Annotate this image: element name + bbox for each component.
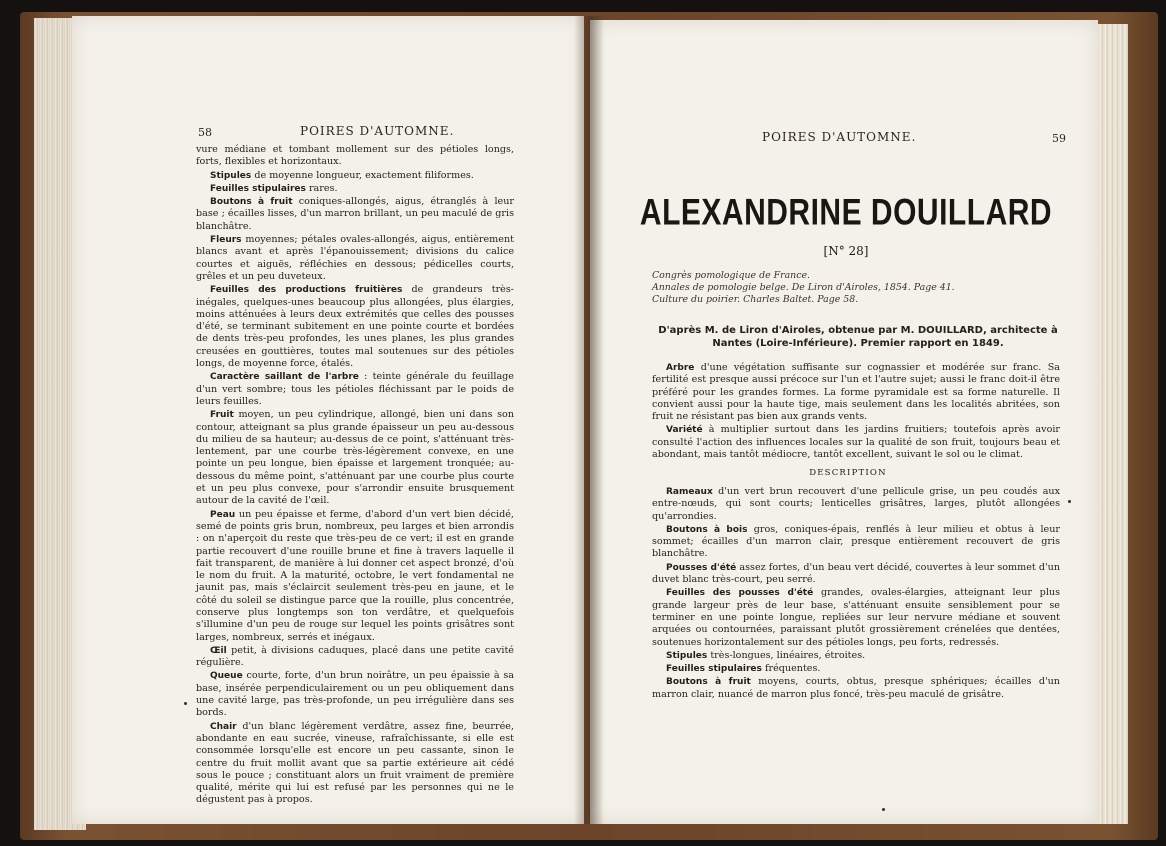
paragraph-keyword: Caractère saillant de l'arbre	[210, 372, 359, 383]
left-running-head: POIRES D'AUTOMNE.	[300, 124, 455, 138]
paragraph	[196, 645, 514, 670]
paragraph	[196, 234, 514, 283]
paragraph-text: : teinte générale du feuillage d'un vert sombre; tous les pétioles fléchissant par le poids de leurs feuilles.	[196, 371, 514, 407]
right-running-head: POIRES D'AUTOMNE.	[762, 130, 917, 144]
paragraph-text: petit, à divisions caduques, placé dans une petite cavité régulière.	[196, 644, 514, 669]
paragraph-text: vure médiane et tombant mollement sur des pétioles longs, forts, flexibles et horizontaux.	[196, 144, 514, 168]
paragraph	[652, 362, 1060, 423]
paragraph	[196, 409, 514, 507]
paragraph-keyword: Arbre	[666, 363, 695, 373]
paragraph-keyword: Peau	[210, 509, 236, 520]
paragraph	[196, 670, 514, 719]
book-gutter	[574, 16, 604, 824]
right-page-general-text	[652, 362, 1060, 462]
reference-line: Congrès pomologique de France.	[652, 270, 810, 281]
reference-line: Culture du poirier. Charles Baltet. Page 58.	[652, 294, 859, 305]
page-speck	[184, 702, 187, 705]
paragraph	[196, 371, 514, 408]
origin-statement: D'après M. de Liron d'Airoles, obtenue par M. DOUILLARD, architecte à Nantes (Loire-Inférieure). Premier rapport en 1849.	[658, 325, 1058, 349]
paragraph	[652, 424, 1060, 461]
paragraph	[652, 486, 1060, 523]
paragraph-text: très-longues, linéaires, étroites.	[710, 649, 866, 661]
paragraph-keyword: Stipules	[210, 170, 252, 181]
paragraph	[652, 663, 1060, 675]
paragraph-keyword: Boutons à bois	[666, 524, 748, 535]
paragraph	[196, 144, 514, 169]
paragraph-keyword: Boutons à fruit	[666, 677, 751, 688]
paragraph-text: rares.	[308, 182, 338, 194]
paragraph	[652, 587, 1060, 648]
paragraph-text: assez fortes, d'un beau vert décidé, couvertes à leur sommet d'un duvet blanc très-court, peu serré.	[652, 561, 1060, 586]
paragraph-text: moyens, courts, obtus, presque sphériques; écailles d'un marron clair, nuancé de marron plus foncé, très-peu maculé de grisâtre.	[652, 676, 1060, 700]
references-block	[652, 270, 1052, 306]
paragraph-text: à multiplier surtout dans les jardins fruitiers; toutefois après avoir consulté l'action des influences locales sur la qualité de son fruit, toujours beau et abondant, mais tantôt médiocre, tantôt excellent, suivant le sol ou le climat.	[652, 424, 1060, 461]
paragraph-text: d'un blanc légèrement verdâtre, assez fine, beurrée, abondante en eau sucrée, vineuse, rafraîchissante, si elle est consommée lorsqu'elle est encore un peu cassante, sinon le centre du fruit mollit avant que sa partie extérieure ait cédé sous le pouce ; constituant alors un fruit vraiment de première qualité, mérite qui lui est refusé par les personnes qui ne le dégustent pas à propos.	[196, 720, 514, 806]
page-speck	[1068, 500, 1071, 503]
paragraph-keyword: Feuilles stipulaires	[210, 183, 306, 194]
page-speck	[882, 808, 885, 811]
paragraph-keyword: Feuilles stipulaires	[666, 664, 762, 675]
paragraph	[652, 562, 1060, 587]
paragraph-text: un peu épaisse et ferme, d'abord d'un vert bien décidé, semé de points gris brun, nombreux, peu larges et bien arrondis : on n'aperçoit du reste que très-peu de ce vert; il est en grande partie recouvert d'une rouille brune et fine à travers laquelle il fait transparent, de manière à lui donner cet aspect bronzé, d'où le nom du fruit. A la maturité, octobre, le vert fondamental ne jaunit pas, mais s'éclaircit seulement très-peu en jaune, et le côté du soleil se distingue parce que la rouille, plus concentrée, conserve plus longtemps son ton verdâtre, et quelquefois s'illumine d'un peu de rouge sur lequel les points grisâtres sont larges, nombreux, serrés et inégaux.	[196, 508, 514, 643]
paragraph	[196, 284, 514, 370]
paragraph-keyword: Boutons à fruit	[210, 197, 293, 208]
right-page-description-text	[652, 486, 1060, 702]
paragraph-text: de grandeurs très-inégales, quelques-unes beaucoup plus allongées, plus élargies, moins atténuées à leurs deux extrémités que celles des pousses d'été, se terminant subitement en une pointe courte et bordées de dents très-peu profondes, les unes planes, les plus grandes creusées en gouttières, toutes mal soutenues sur des pétioles longs, de moyenne force, étalés.	[196, 284, 515, 370]
paragraph	[196, 721, 514, 807]
right-page-edges	[1094, 24, 1128, 824]
section-heading-description: DESCRIPTION	[809, 468, 887, 478]
paragraph-text: moyennes; pétales ovales-allongés, aigus, entièrement blancs avant et après l'épanouissement; divisions du calice courtes et aiguës, réfléchies en dessous; pédicelles courts, grêles et un peu duveteux.	[196, 234, 514, 282]
paragraph-text: fréquentes.	[764, 663, 821, 675]
paragraph-text: de moyenne longueur, exactement filiformes.	[254, 169, 474, 181]
reference-line: Annales de pomologie belge. De Liron d'Airoles, 1854. Page 41.	[652, 282, 955, 293]
paragraph	[196, 170, 514, 182]
paragraph-text: gros, coniques-épais, renflés à leur milieu et obtus à leur sommet; écailles d'un marron clair, presque entièrement recouvert de gris blanchâtre.	[652, 523, 1061, 560]
paragraph-text: grandes, ovales-élargies, atteignant leur plus grande largeur près de leur base, s'atténuant ensuite sensiblement pour se terminer en une pointe longue, repliées sur leur nervure médiane et souvent arquées ou contournées, paraissant plutôt grossièrement crénelées que dentées, soutenues horizontalement sur des pétioles longs, peu forts, redressés.	[652, 587, 1060, 648]
paragraph-keyword: Chair	[210, 721, 237, 732]
left-page-body	[196, 144, 514, 808]
paragraph-text: d'une végétation suffisante sur cognassier et modérée sur franc. Sa fertilité est presque aussi précoce sur l'un et l'autre sujet; aussi le franc doit-il être préféré pour les grandes formes. La forme pyramidale est sa forme naturelle. Il convient aussi pour la haute tige, mais seulement dans les localités abritées, son fruit ne résistant pas bien aux grands vents.	[652, 362, 1060, 423]
paragraph-keyword: Œil	[210, 645, 227, 656]
paragraph-keyword: Feuilles des productions fruitières	[210, 285, 403, 296]
paragraph	[196, 183, 514, 195]
paragraph-text: coniques-allongés, aigus, étranglés à leur base ; écailles lisses, d'un marron brillant, un peu maculé de gris blanchâtre.	[196, 196, 514, 232]
paragraph-text: d'un vert brun recouvert d'une pellicule grise, un peu coudés aux entre-nœuds, qui sont courts; lenticelles grisâtres, larges, plutôt allongées qu'arrondies.	[652, 486, 1060, 522]
paragraph	[652, 650, 1060, 662]
paragraph-text: courte, forte, d'un brun noirâtre, un peu épaissie à sa base, insérée perpendiculairement ou un peu obliquement dans une cavité large, pas très-profonde, un peu irrégulière dans ses bords.	[196, 670, 514, 719]
paragraph-keyword: Queue	[210, 671, 243, 682]
right-page-number: 59	[1052, 132, 1066, 145]
variety-number: [N° 28]	[823, 244, 869, 258]
paragraph-keyword: Feuilles des pousses d'été	[666, 588, 814, 599]
paragraph-keyword: Stipules	[666, 650, 708, 661]
paragraph	[652, 676, 1060, 701]
paragraph	[196, 509, 514, 644]
paragraph-keyword: Rameaux	[666, 487, 713, 497]
paragraph	[652, 524, 1060, 561]
paragraph-keyword: Fleurs	[210, 235, 242, 246]
left-page-number: 58	[198, 126, 212, 139]
paragraph-keyword: Pousses d'été	[666, 562, 737, 573]
paragraph	[196, 196, 514, 233]
paragraph-keyword: Fruit	[210, 410, 234, 421]
paragraph-keyword: Variété	[666, 425, 703, 436]
variety-title: ALEXANDRINE DOUILLARD	[639, 191, 1053, 233]
paragraph-text: moyen, un peu cylindrique, allongé, bien uni dans son contour, atteignant sa plus grande épaisseur un peu au-dessous du milieu de sa hauteur; au-dessus de ce point, s'atténuant très-lentement, par une courbe très-légèrement convexe, en une pointe un peu longue, bien épaisse et largement tronquée; au-dessous du même point, s'atténuant par une courbe plus courte et un peu plus convexe, pour s'arrondir ensuite brusquement autour de la cavité de l'œil.	[196, 409, 514, 507]
